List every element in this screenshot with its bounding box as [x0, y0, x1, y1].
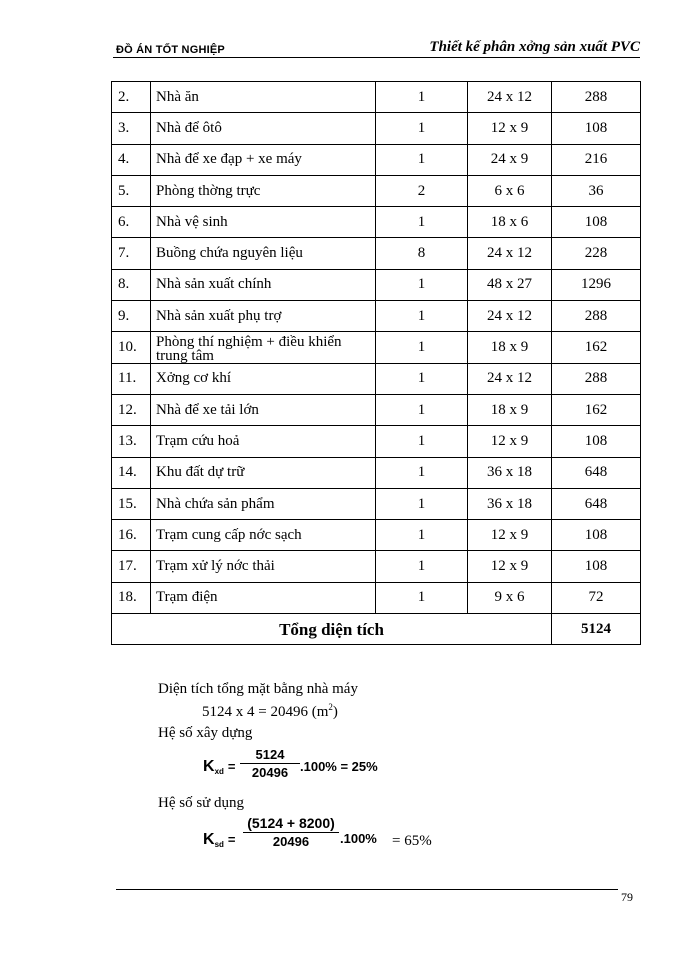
formula-kxd-symbol: $K_{xd}$ = [203, 758, 236, 776]
row-name: Trạm xử lý nớc thải [151, 551, 376, 582]
row-name: Trạm điện [151, 582, 376, 613]
total-value: 5124 [552, 614, 641, 645]
table-row [112, 301, 641, 332]
text-total-area-label: Diện tích tổng mặt bằng nhà máy [158, 681, 358, 697]
table-row [112, 144, 641, 175]
table-row [112, 269, 641, 300]
text-usage-coef: Hệ số sử dụng [158, 795, 245, 811]
row-area: 162 [552, 394, 641, 425]
row-quantity: 1 [376, 457, 468, 488]
row-size: 6 x 6 [468, 175, 552, 206]
row-area: 648 [552, 457, 641, 488]
row-quantity: 1 [376, 582, 468, 613]
table-row [112, 582, 641, 613]
text-build-coef: Hệ số xây dựng [158, 725, 253, 741]
header-right: Thiết kế phân xởng sản xuất PVC [429, 39, 640, 55]
kxd-fraction-bar [240, 763, 300, 764]
row-name: Nhà sản xuất chính [151, 269, 376, 300]
row-size: 18 x 9 [468, 332, 552, 363]
row-number: 10. [112, 332, 151, 363]
row-size: 24 x 12 [468, 301, 552, 332]
row-number: 18. [112, 582, 151, 613]
table-row [112, 363, 641, 394]
row-area: 108 [552, 207, 641, 238]
row-quantity: 2 [376, 175, 468, 206]
row-size: 9 x 6 [468, 582, 552, 613]
row-name: Nhà chứa sản phẩm [151, 488, 376, 519]
row-number: 14. [112, 457, 151, 488]
row-size: 24 x 12 [468, 82, 552, 113]
ksd-denominator: 20496 [272, 834, 310, 849]
row-number: 11. [112, 363, 151, 394]
row-quantity: 1 [376, 113, 468, 144]
row-name: Trạm cung cấp nớc sạch [151, 520, 376, 551]
row-number: 5. [112, 175, 151, 206]
row-size: 12 x 9 [468, 113, 552, 144]
text-total-area-calc [202, 702, 338, 721]
row-name: Nhà để xe đạp + xe máy [151, 144, 376, 175]
row-name: Nhà để ôtô [151, 113, 376, 144]
row-name: Nhà ăn [151, 82, 376, 113]
row-number: 8. [112, 269, 151, 300]
row-area: 228 [552, 238, 641, 269]
row-quantity: 1 [376, 394, 468, 425]
row-name-text: Phòng thí nghiệm + điều khiển trung tâm [156, 333, 342, 364]
row-size: 48 x 27 [468, 269, 552, 300]
page-number: 79 [621, 890, 633, 904]
ksd-numerator: (5124 + 8200) [247, 815, 335, 831]
row-area: 288 [552, 82, 641, 113]
row-area: 108 [552, 426, 641, 457]
row-area: 36 [552, 175, 641, 206]
calc-main: 5124 x 4 = 20496 (m [202, 704, 329, 720]
row-name: Trạm cứu hoả [151, 426, 376, 457]
row-number: 17. [112, 551, 151, 582]
row-name: Xởng cơ khí [151, 363, 376, 394]
row-number: 9. [112, 301, 151, 332]
formula-kxd-tail: .100% = 25% [300, 759, 378, 774]
row-quantity: 1 [376, 488, 468, 519]
row-area: 162 [552, 332, 641, 363]
k-sub: xd [214, 767, 224, 776]
row-size: 36 x 18 [468, 488, 552, 519]
kxd-denominator: 20496 [251, 765, 289, 780]
row-size: 12 x 9 [468, 520, 552, 551]
row-quantity: 1 [376, 520, 468, 551]
formula-kxd-fraction [240, 747, 300, 780]
row-quantity: 1 [376, 207, 468, 238]
table-row [112, 520, 641, 551]
row-size: 24 x 12 [468, 238, 552, 269]
formula-ksd-result: = 65% [392, 833, 432, 849]
kxd-numerator: 5124 [255, 747, 285, 762]
row-area: 288 [552, 363, 641, 394]
formula-ksd-fraction [243, 815, 339, 849]
header-divider [113, 57, 640, 58]
row-size: 36 x 18 [468, 457, 552, 488]
table-row [112, 394, 641, 425]
table-row [112, 488, 641, 519]
row-number: 2. [112, 82, 151, 113]
calc-sup: 2 [328, 702, 333, 712]
table-row [112, 238, 641, 269]
row-area: 108 [552, 551, 641, 582]
k-sub-2: sd [214, 840, 224, 849]
table-row [112, 457, 641, 488]
row-number: 13. [112, 426, 151, 457]
footer-divider [116, 889, 618, 890]
header-left: ĐỒ ÁN TỐT NGHIỆP [116, 44, 225, 56]
row-quantity: 1 [376, 269, 468, 300]
k-letter: K [203, 758, 215, 775]
row-name: Nhà sản xuất phụ trợ [151, 301, 376, 332]
total-label: Tổng diện tích [112, 614, 552, 645]
row-quantity: 1 [376, 363, 468, 394]
k-letter-2: K [203, 831, 215, 848]
row-area: 108 [552, 113, 641, 144]
row-size: 24 x 12 [468, 363, 552, 394]
row-area: 1296 [552, 269, 641, 300]
row-area: 648 [552, 488, 641, 519]
row-quantity: 1 [376, 82, 468, 113]
row-name: Buồng chứa nguyên liệu [151, 238, 376, 269]
row-name: Phòng thờng trực [151, 175, 376, 206]
row-quantity: 1 [376, 301, 468, 332]
row-name: Khu đất dự trữ [151, 457, 376, 488]
table-row [112, 426, 641, 457]
row-name [151, 332, 376, 363]
area-table [111, 81, 641, 645]
row-quantity: 8 [376, 238, 468, 269]
table-row [112, 207, 641, 238]
row-number: 6. [112, 207, 151, 238]
row-number: 3. [112, 113, 151, 144]
row-size: 24 x 9 [468, 144, 552, 175]
row-area: 108 [552, 520, 641, 551]
total-row [112, 614, 641, 645]
ksd-fraction-bar [243, 832, 339, 833]
row-number: 4. [112, 144, 151, 175]
table-row [112, 82, 641, 113]
row-area: 72 [552, 582, 641, 613]
row-quantity: 1 [376, 332, 468, 363]
table-row [112, 551, 641, 582]
calc-end: ) [332, 704, 338, 720]
row-area: 216 [552, 144, 641, 175]
formula-ksd-tail: .100% [340, 831, 377, 846]
row-size: 12 x 9 [468, 426, 552, 457]
row-quantity: 1 [376, 426, 468, 457]
row-number: 12. [112, 394, 151, 425]
table-row [112, 113, 641, 144]
row-area: 288 [552, 301, 641, 332]
row-size: 12 x 9 [468, 551, 552, 582]
formula-ksd-symbol: $K_{sd}$ = [203, 831, 236, 849]
row-quantity: 1 [376, 551, 468, 582]
row-number: 16. [112, 520, 151, 551]
row-name: Nhà vệ sinh [151, 207, 376, 238]
row-number: 7. [112, 238, 151, 269]
row-quantity: 1 [376, 144, 468, 175]
row-name: Nhà để xe tải lớn [151, 394, 376, 425]
table-row [112, 175, 641, 206]
row-size: 18 x 6 [468, 207, 552, 238]
table-row [112, 332, 641, 363]
row-number: 15. [112, 488, 151, 519]
row-size: 18 x 9 [468, 394, 552, 425]
